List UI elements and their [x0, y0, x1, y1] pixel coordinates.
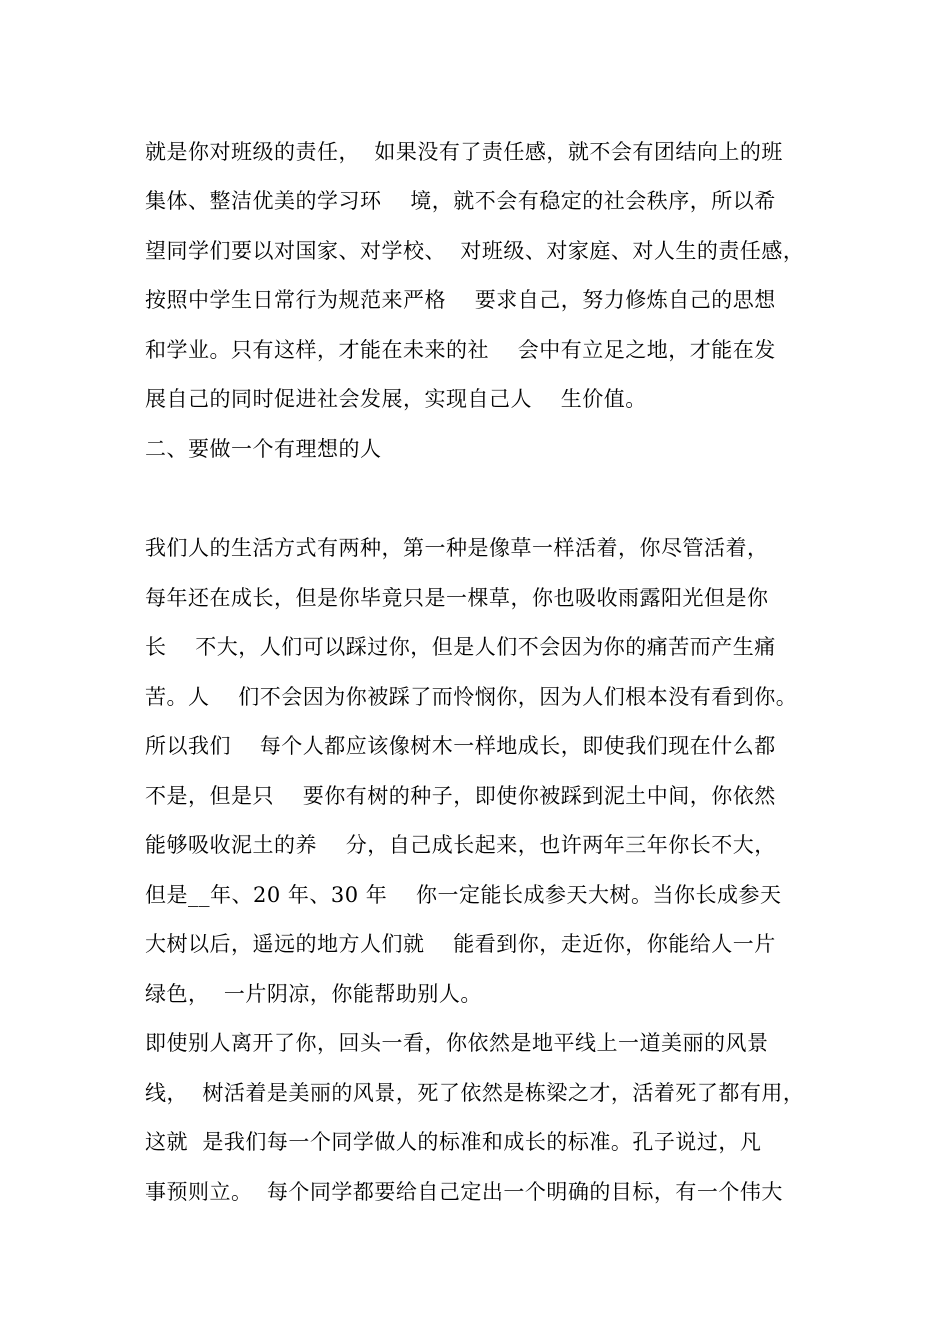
text-line: 每年还在成长，但是你毕竟只是一棵草，你也吸收雨露阳光但是你: [145, 586, 769, 610]
text-line: 但是__年、20 年、30 年 你一定能长成参天大树。当你长成参天: [145, 883, 782, 907]
text-line: 所以我们 每个人都应该像树木一样地成长，即使我们现在什么都: [145, 734, 776, 758]
text-line: 按照中学生日常行为规范来严格 要求自己，努力修炼自己的思想: [145, 288, 776, 312]
text-line: 展自己的同时促进社会发展，实现自己人 生价值。: [145, 387, 647, 411]
text-line: 就是你对班级的责任， 如果没有了责任感，就不会有团结向上的班: [145, 140, 783, 164]
text-line: 事预则立。 每个同学都要给自己定出一个明确的目标，有一个伟大: [145, 1180, 783, 1204]
text-line: 这就 是我们每一个同学做人的标准和成长的标准。孔子说过，凡: [145, 1130, 762, 1154]
section-heading: 二、要做一个有理想的人: [145, 437, 382, 461]
text-line: 即使别人离开了你，回头一看，你依然是地平线上一道美丽的风景: [145, 1031, 769, 1055]
text-line: 和学业。只有这样，才能在未来的社 会中有立足之地，才能在发: [145, 338, 776, 362]
text-line: 望同学们要以对国家、对学校、 对班级、对家庭、对人生的责任感，: [145, 239, 805, 263]
text-line: 长 不大，人们可以踩过你，但是人们不会因为你的痛苦而产生痛: [145, 635, 776, 659]
text-line: 苦。人 们不会因为你被踩了而怜悯你，因为人们根本没有看到你。: [145, 685, 798, 709]
text-line: 不是，但是只 要你有树的种子，即使你被踩到泥土中间，你依然: [145, 784, 776, 808]
text-line: 集体、整洁优美的学习环 境，就不会有稳定的社会秩序，所以希: [145, 189, 776, 213]
text-line: 线， 树活着是美丽的风景，死了依然是栋梁之才，活着死了都有用，: [145, 1081, 805, 1105]
text-line: 大树以后，遥远的地方人们就 能看到你，走近你，你能给人一片: [145, 932, 776, 956]
text-line: 绿色， 一片阴凉，你能帮助别人。: [145, 982, 482, 1006]
text-line: 我们人的生活方式有两种，第一种是像草一样活着，你尽管活着，: [145, 536, 769, 560]
text-line: 能够吸收泥土的养 分，自己成长起来，也许两年三年你长不大，: [145, 833, 776, 857]
